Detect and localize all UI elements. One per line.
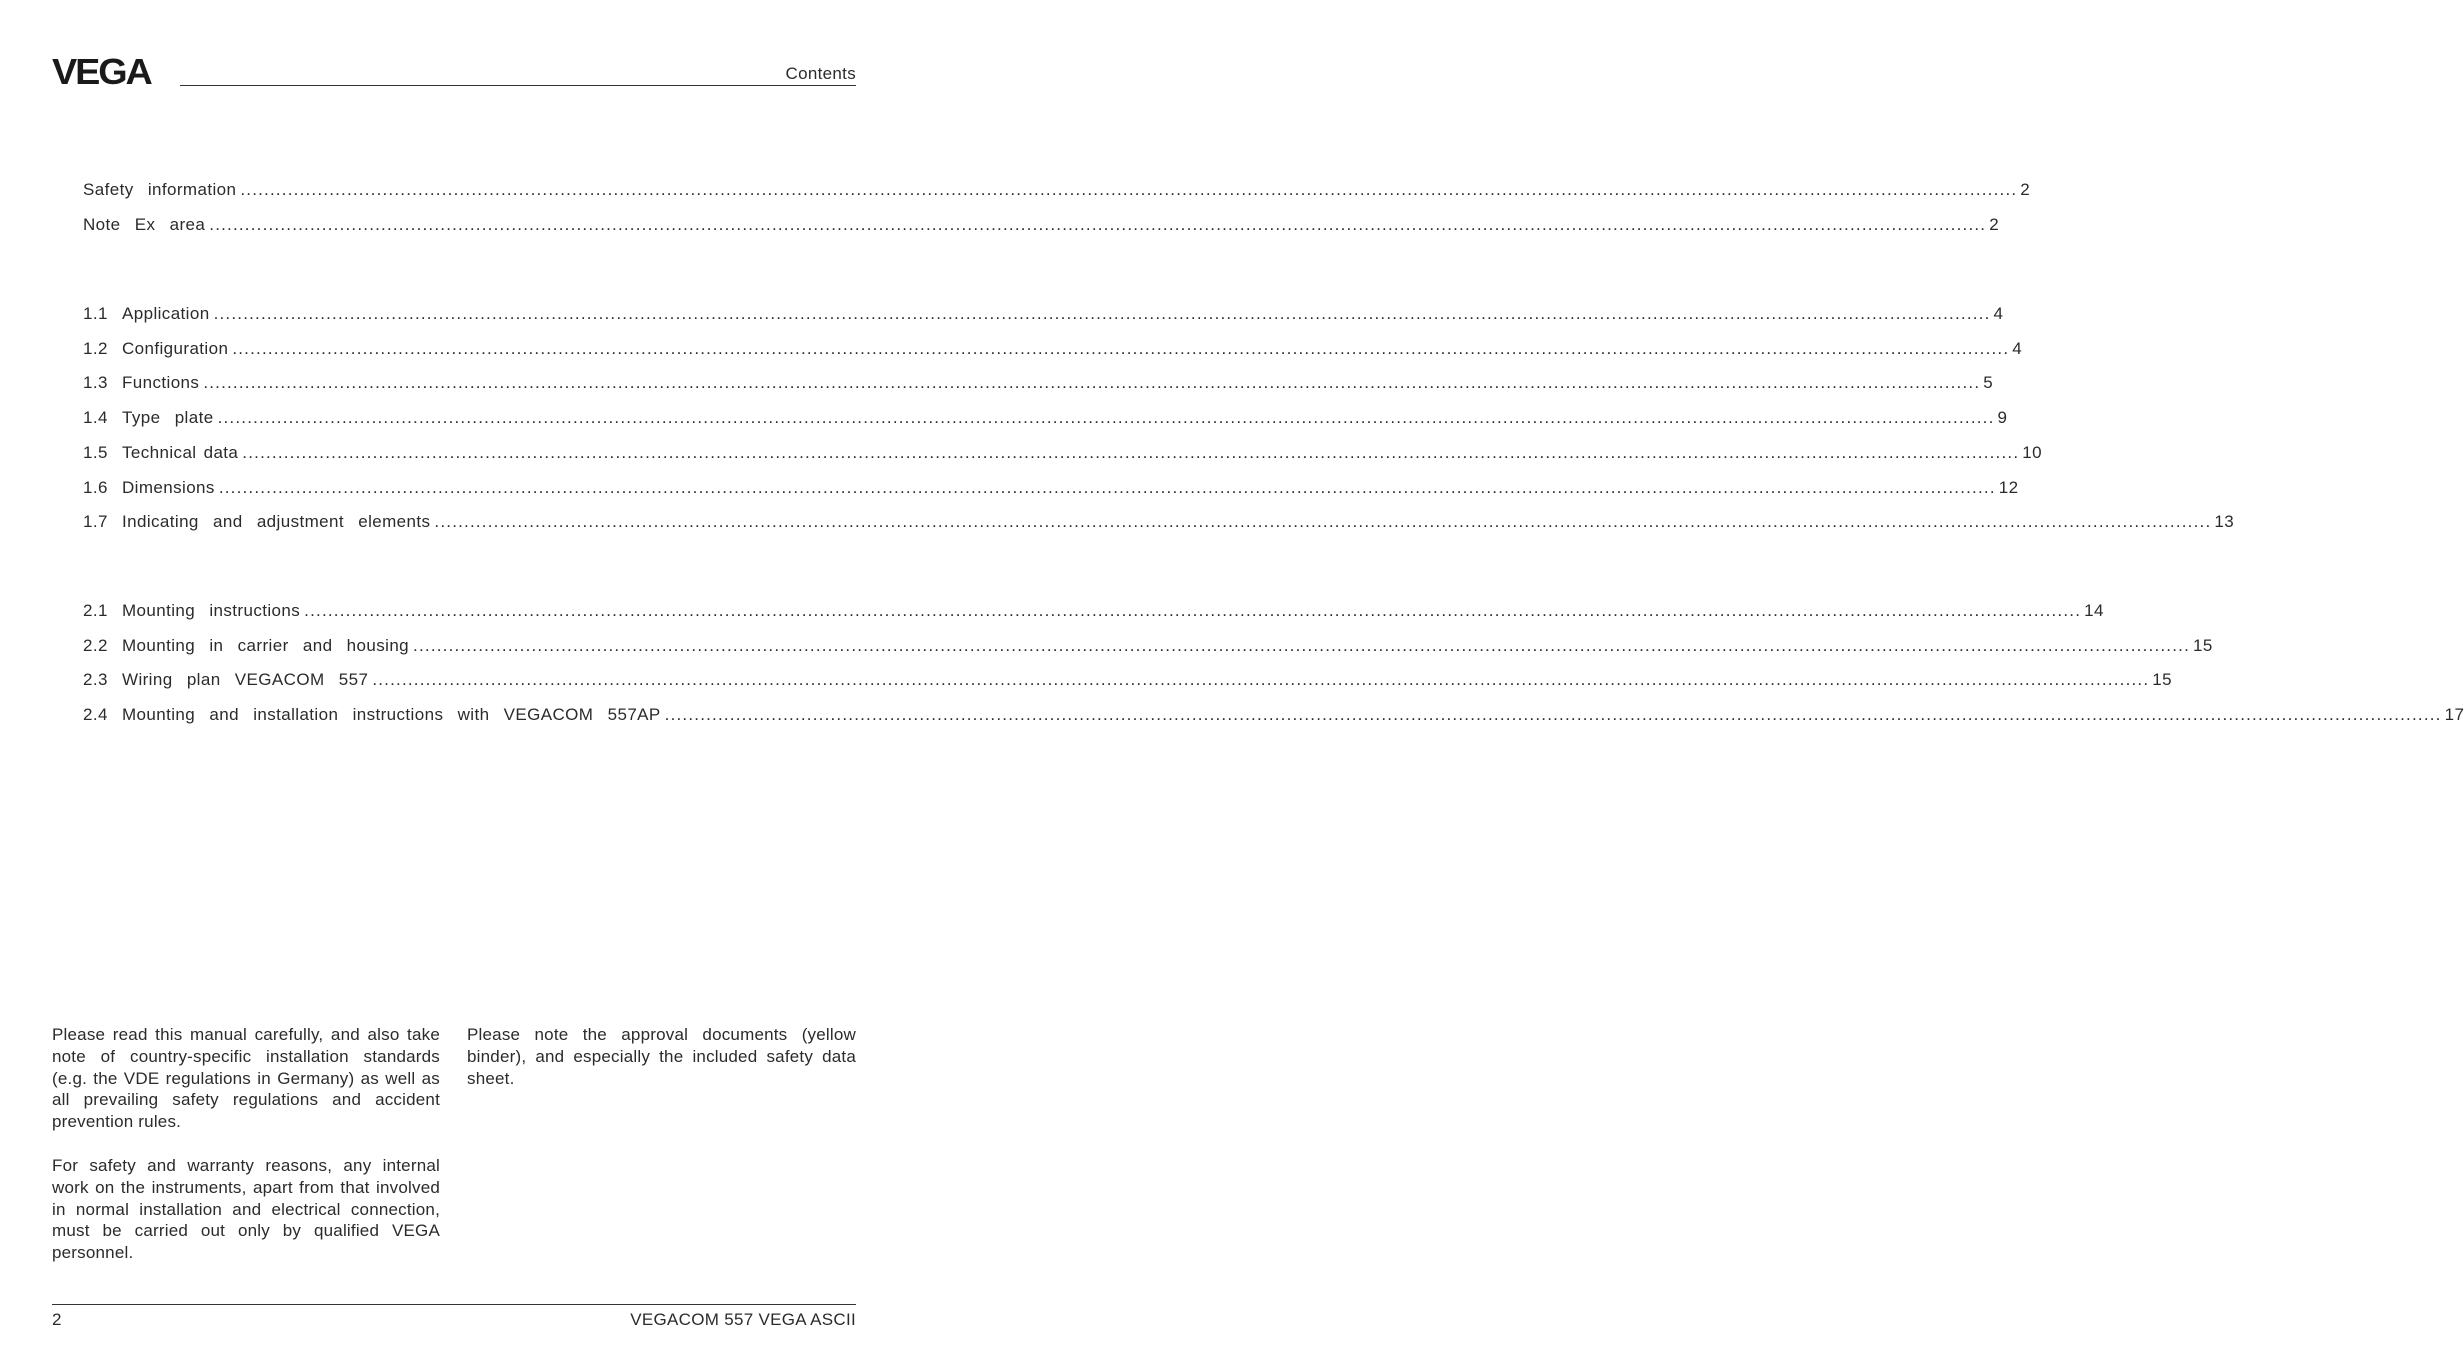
document-title: VEGACOM 557 VEGA ASCII [630,1310,856,1329]
toc-entry[interactable] [83,373,1994,395]
toc-entry[interactable] [83,304,2004,326]
toc-entry-page: 15 [2152,670,2172,690]
toc-entry-number: 1.6 [83,477,108,497]
section-label: Contents [785,64,856,83]
page-number: 2 [52,1310,62,1329]
toc-entry[interactable] [83,601,2104,623]
toc-entry-number: 2.2 [83,635,108,655]
toc-entry-title: Wiring plan VEGACOM 557 [122,670,369,690]
toc-entry-number: 1.1 [83,304,108,323]
toc-entry-page: 9 [1997,408,2008,428]
toc-entry-title: Mounting and installation instructions with VEGACOM 557AP [122,705,661,725]
toc-leader-dots: ............................................................................................................................................................................................................................................................................................................ [240,180,2018,199]
toc-entry-number: 1.3 [83,373,108,393]
toc-entry-page: 5 [1983,373,1994,393]
toc-entry-page: 15 [2193,635,2213,655]
toc-leader-dots: ............................................................................................................................................................................................................................................................................................................ [242,442,2020,462]
toc-entry-page: 4 [1993,304,2004,323]
toc-leader-dots: ............................................................................................................................................................................................................................................................................................................ [213,304,1991,323]
toc-entry[interactable] [83,705,2464,727]
toc-entry-page: 17 [2444,705,2464,725]
toc-entry-number: 2.1 [83,601,108,620]
toc-entry-page: 14 [2084,601,2104,620]
toc-entry[interactable] [83,408,2008,430]
toc-entry-number: 2.4 [83,705,108,725]
toc-entry-title: Mounting in carrier and housing [122,635,410,655]
toc-entry-page: 10 [2022,442,2042,462]
toc-entry-title: Configuration [122,338,229,358]
toc-entry-number: 1.7 [83,512,108,532]
toc-entry-page: 2 [2020,180,2031,199]
toc-entry-number: 1.2 [83,338,108,358]
toc-entry-number: 1.4 [83,408,108,428]
toc-leader-dots: ............................................................................................................................................................................................................................................................................................................ [434,512,2212,532]
toc-entry[interactable] [83,512,2235,534]
note-paragraph-3: Please note the approval documents (yellow binder), and especially the included safety data sheet. [467,1025,856,1088]
toc-leader-dots: ............................................................................................................................................................................................................................................................................................................ [203,373,1981,393]
toc-entry[interactable] [83,214,2000,237]
footer-divider [52,1304,856,1305]
toc-entry-number: 1.5 [83,442,108,462]
note-paragraph-2: For safety and warranty reasons, any internal work on the instruments, apart from that involved in normal installation and electrical connection, must be carried out only by qualified VEGA personnel. [52,1156,440,1263]
toc-entry-title: Mounting instructions [122,601,301,620]
toc-entry[interactable] [83,635,2213,658]
toc-entry-page: 12 [1998,477,2019,497]
header-divider [180,85,856,86]
note-paragraph-1: Please read this manual carefully, and also take note of country-specific installation standards (e.g. the VDE regulations in Germany) as well as all prevailing safety regulations and accident prevention rules. [52,1025,440,1132]
toc-leader-dots: ............................................................................................................................................................................................................................................................................................................ [218,477,1996,497]
toc-entry[interactable] [83,477,2019,500]
toc-entry-title: Functions [122,373,200,393]
toc-leader-dots: ............................................................................................................................................................................................................................................................................................................ [413,635,2190,655]
toc-entry-title: Dimensions [122,477,215,497]
toc-entry-title: Indicating and adjustment elements [122,512,431,532]
toc-entry-title: Note Ex area [83,214,206,234]
toc-entry-title: Safety information [83,180,237,199]
svg-text:VEGA: VEGA [52,51,151,92]
toc-leader-dots: ............................................................................................................................................................................................................................................................................................................ [232,338,2010,358]
toc-entry[interactable] [83,670,2172,692]
toc-entry[interactable] [83,442,2042,465]
toc-entry-title: Application [122,304,210,323]
toc-entry[interactable] [83,338,2023,361]
toc-entry-page: 4 [2012,338,2023,358]
toc-entry-title: Type plate [122,408,214,428]
toc-leader-dots: ............................................................................................................................................................................................................................................................................................................ [217,408,1995,428]
toc-entry-page: 13 [2214,512,2235,532]
toc-entry-page: 2 [1989,214,2000,234]
toc-leader-dots: ............................................................................................................................................................................................................................................................................................................ [664,705,2442,725]
toc-leader-dots: ............................................................................................................................................................................................................................................................................................................ [304,601,2082,620]
toc-leader-dots: ............................................................................................................................................................................................................................................................................................................ [372,670,2150,690]
toc-entry-title: Technical data [122,442,239,462]
toc-entry[interactable] [83,180,2031,202]
vega-logo [52,51,170,92]
toc-leader-dots: ............................................................................................................................................................................................................................................................................................................ [209,214,1987,234]
toc-entry-number: 2.3 [83,670,108,690]
